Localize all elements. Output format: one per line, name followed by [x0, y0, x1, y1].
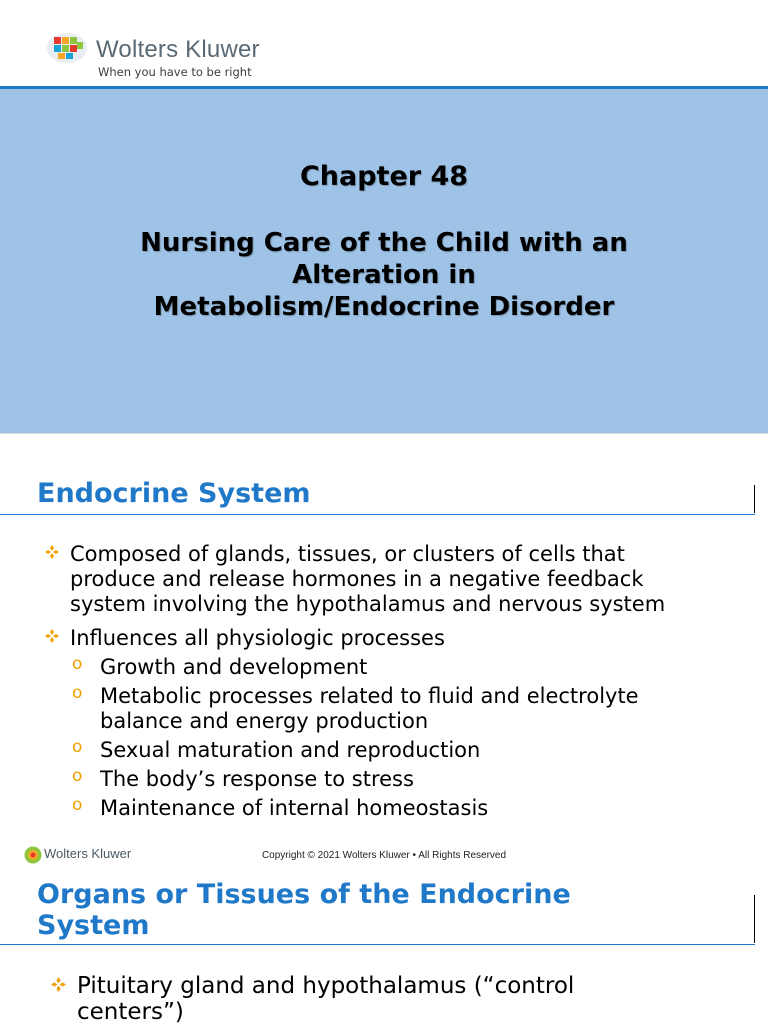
title-band: [0, 86, 768, 433]
sub-list-item: [70, 684, 768, 734]
sub-list-item: [70, 767, 768, 792]
circle-bullet-icon: o: [72, 683, 83, 703]
logo-tagline: When you have to be right: [98, 65, 252, 79]
sub-bullet-text-line: Metabolic processes related to fluid and electrolyte: [100, 684, 639, 708]
title-divider: [0, 944, 755, 945]
list-item: [0, 973, 768, 1024]
bullet-text-line: Composed of glands, tissues, or clusters of cells that: [70, 542, 625, 566]
logo-wordmark: Wolters Kluwer: [96, 36, 260, 63]
title-slide: [0, 0, 768, 433]
endocrine-system-slide: [0, 433, 768, 868]
bullet-text-line: Pituitary gland and hypothalamus (“control: [77, 973, 575, 999]
footer-logo-wordmark: Wolters Kluwer: [44, 846, 132, 861]
slide-title-line: Organs or Tissues of the Endocrine: [37, 879, 571, 910]
chapter-number: Chapter 48: [299, 161, 469, 192]
sub-bullet-text-line: Growth and development: [100, 655, 368, 679]
slide-title: [37, 879, 677, 941]
sub-bullet-text-line: balance and energy production: [100, 709, 429, 733]
chapter-title-line: Alteration in: [292, 260, 476, 290]
bullet-text-line: Influences all physiologic processes: [70, 626, 445, 650]
sub-bullet-text-line: Sexual maturation and reproduction: [100, 738, 481, 762]
bullet-list: [0, 542, 768, 830]
wolters-kluwer-logo-icon: [46, 32, 88, 64]
slide-title: Endocrine System: [37, 478, 311, 509]
sub-bullet-list: [70, 655, 768, 821]
organs-tissues-slide: [0, 867, 768, 1024]
copyright-text: Copyright © 2021 Wolters Kluwer • All Rights Reserved: [261, 850, 507, 861]
circle-bullet-icon: o: [72, 654, 83, 674]
circle-bullet-icon: o: [72, 737, 83, 757]
chapter-title-line: Metabolism/Endocrine Disorder: [153, 292, 615, 322]
slide-title-line: System: [37, 910, 150, 941]
diamond-bullet-icon: [44, 544, 60, 560]
bullet-text-line: system involving the hypothalamus and nervous system: [70, 592, 666, 616]
title-divider: [0, 514, 755, 515]
title-divider-tick: [754, 895, 755, 943]
chapter-title: [40, 227, 728, 323]
diamond-bullet-icon: [44, 628, 60, 644]
bullet-text-line: centers”): [77, 999, 184, 1024]
list-item: [0, 626, 768, 821]
copyright-notice: [0, 850, 768, 861]
circle-bullet-icon: o: [72, 766, 83, 786]
sub-bullet-text-line: The body’s response to stress: [100, 767, 414, 791]
bullet-text-line: produce and release hormones in a negative feedback: [70, 567, 644, 591]
sub-bullet-text-line: Maintenance of internal homeostasis: [100, 796, 489, 820]
title-divider-tick: [754, 485, 755, 513]
sub-list-item: [70, 796, 768, 821]
sub-list-item: [70, 655, 768, 680]
diamond-bullet-icon: [50, 976, 67, 993]
chapter-title-line: Nursing Care of the Child with an: [140, 228, 628, 258]
circle-bullet-icon: o: [72, 795, 83, 815]
sub-list-item: [70, 738, 768, 763]
list-item: [0, 542, 768, 617]
bullet-list: [0, 973, 768, 1024]
